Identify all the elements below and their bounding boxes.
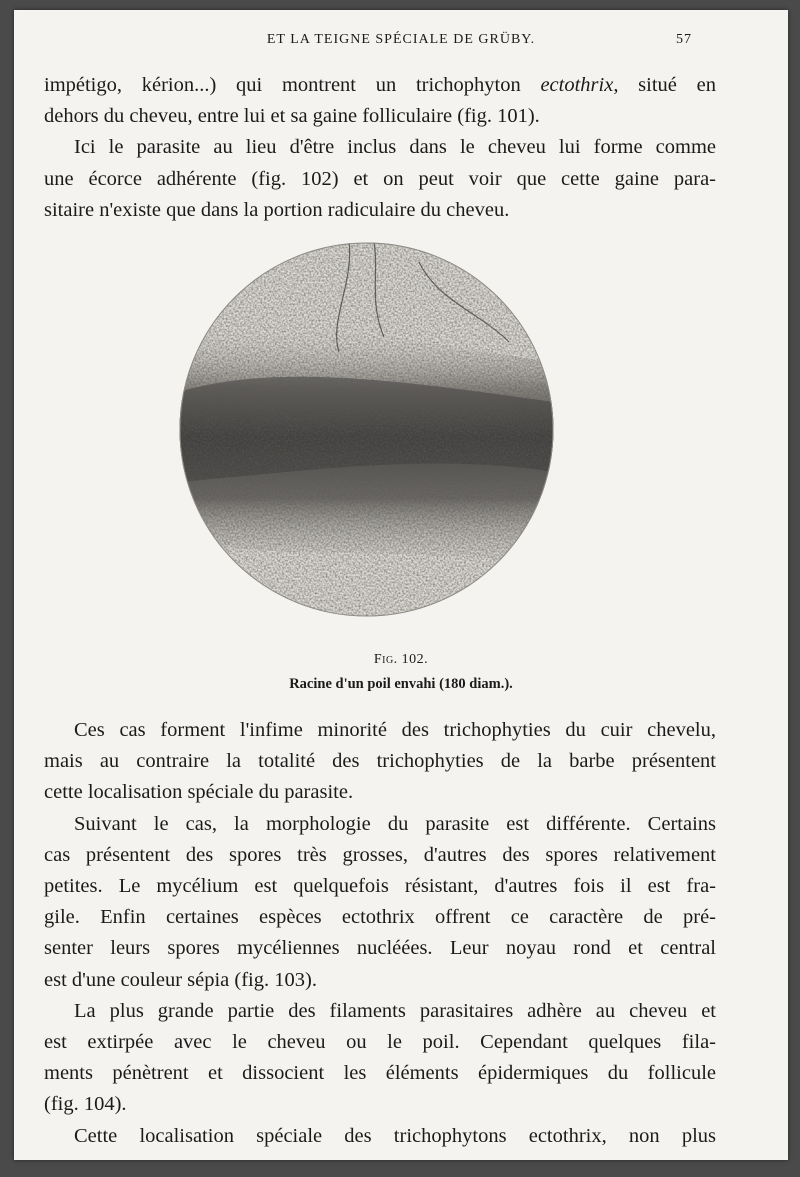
text-line: Cette localisation spéciale des trichophytons ectothrix, non plus [74, 1124, 716, 1147]
text-line: Ici le parasite au lieu d'être inclus dans le cheveu lui forme comme [74, 136, 716, 159]
text-line: Ces cas forment l'infime minorité des trichophyties du cuir chevelu, [74, 719, 716, 741]
text-line: est d'une couleur sépia (fig. 103). [44, 968, 317, 991]
figure-caption: Racine d'un poil envahi (180 diam.). [289, 676, 513, 692]
text-line: cette localisation spéciale du parasite. [44, 781, 354, 804]
text-line: sitaire n'existe que dans la portion radiculaire du cheveu. [44, 198, 510, 221]
micrograph-figure [179, 242, 554, 617]
text-line: (fig. 104). [44, 1093, 127, 1116]
body-paragraphs [44, 715, 716, 1152]
page-number: 57 [676, 32, 692, 47]
text-line: Suivant le cas, la morphologie du parasite est différente. Certains [74, 812, 716, 835]
header-title: ET LA TEIGNE SPÉCIALE DE GRÜBY. [266, 32, 536, 47]
text-line: une écorce adhérente (fig. 102) et on peut voir que cette gaine para- [44, 167, 716, 190]
intro-paragraph [44, 70, 716, 226]
text-line: petites. Le mycélium est quelquefois résistant, d'autres fois il est fra- [44, 875, 716, 898]
text-line: mais au contraire la totalité des trichophyties de la barbe présentent [44, 750, 716, 773]
text-line: impétigo, kérion...) qui montrent un trichophyton ectothrix, situé en [44, 74, 716, 96]
text-line: gile. Enfin certaines espèces ectothrix offrent ce caractère de pré- [44, 906, 716, 929]
text-line: cas présentent des spores très grosses, d'autres des spores relativement [44, 843, 716, 866]
text-line: La plus grande partie des filaments parasitaires adhère au cheveu et [74, 999, 716, 1022]
text-line: est extirpée avec le cheveu ou le poil. Cependant quelques fila- [44, 1031, 716, 1054]
text-line: senter leurs spores mycéliennes nucléées. Leur noyau rond et central [44, 937, 716, 960]
figure-label: Fig. 102. [373, 652, 429, 667]
text-line: dehors du cheveu, entre lui et sa gaine folliculaire (fig. 101). [44, 105, 540, 128]
text-line: ments pénètrent et dissocient les éléments épidermiques du follicule [44, 1062, 716, 1085]
book-page [14, 10, 788, 1160]
running-header [14, 32, 788, 54]
